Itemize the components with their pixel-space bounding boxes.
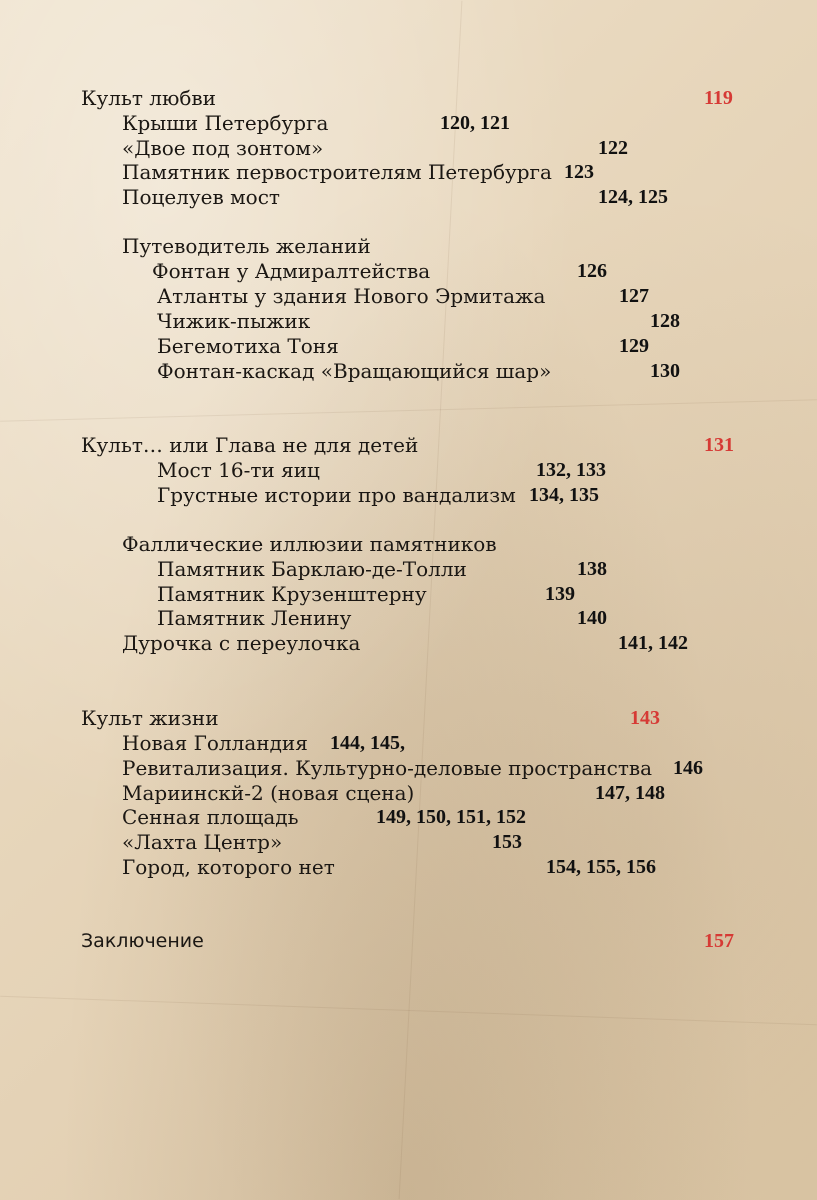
toc-entry-pages: 153 <box>492 831 522 853</box>
toc-entry-title: Бегемотиха Тоня <box>157 334 339 358</box>
toc-entry-title: «Двое под зонтом» <box>122 136 324 160</box>
toc-entry-title: Фонтан-каскад «Вращающийся шар» <box>157 359 552 383</box>
toc-entry-title: Сенная площадь <box>122 805 299 829</box>
section-title: Культ любви <box>81 86 217 110</box>
toc-entry-title: Памятник Ленину <box>157 606 352 630</box>
toc-entry-pages: 126 <box>577 260 607 282</box>
toc-entry-title: «Лахта Центр» <box>122 830 283 854</box>
toc-entry-pages: 130 <box>650 360 680 382</box>
toc-entry-title: Крыши Петербурга <box>122 111 329 135</box>
toc-entry-pages: 122 <box>598 137 628 159</box>
toc-entry-pages: 144, 145, <box>330 732 405 754</box>
toc-entry-pages: 120, 121 <box>440 112 510 134</box>
toc-entry-title: Мариинскй-2 (новая сцена) <box>122 781 415 805</box>
toc-entry-title: Поцелуев мост <box>122 185 280 209</box>
toc-entry-title: Атланты у здания Нового Эрмитажа <box>157 284 546 308</box>
toc-entry-title: Памятник Барклаю-де-Толли <box>157 557 467 581</box>
toc-entry-pages: 154, 155, 156 <box>546 856 656 878</box>
toc-entry-title: Дурочка с переулочка <box>122 631 361 655</box>
toc-entry-title: Памятник первостроителям Петербурга <box>122 160 552 184</box>
section-page-number: 119 <box>704 87 733 109</box>
toc-entry-pages: 128 <box>650 310 680 332</box>
toc-entry-pages: 149, 150, 151, 152 <box>376 806 526 828</box>
conclusion-title: Заключение <box>81 930 204 952</box>
toc-entry-title: Памятник Крузенштерну <box>157 582 427 606</box>
toc-entry-title: Новая Голландия <box>122 731 308 755</box>
section-page-number: 131 <box>704 434 734 456</box>
toc-entry-pages: 138 <box>577 558 607 580</box>
subgroup-title: Фаллические иллюзии памятников <box>122 532 497 556</box>
toc-entry-title: Ревитализация. Культурно-деловые пространства <box>122 756 653 780</box>
section-title: Культ… или Глава не для детей <box>81 433 419 457</box>
subgroup-title: Путеводитель желаний <box>122 234 371 258</box>
toc-entry-pages: 124, 125 <box>598 186 668 208</box>
toc-entry-title: Чижик-пыжик <box>157 309 311 333</box>
conclusion-page-number: 157 <box>704 930 734 952</box>
section-page-number: 143 <box>630 707 660 729</box>
toc-entry-pages: 147, 148 <box>595 782 665 804</box>
toc-entry-title: Мост 16-ти яиц <box>157 458 320 482</box>
toc-entry-pages: 134, 135 <box>529 484 599 506</box>
toc-entry-pages: 129 <box>619 335 649 357</box>
toc-entry-pages: 123 <box>564 161 594 183</box>
toc-entry-title: Грустные истории про вандализм <box>157 483 516 507</box>
toc-entry-pages: 146 <box>673 757 703 779</box>
toc-entry-title: Фонтан у Адмиралтейства <box>152 259 431 283</box>
toc-entry-pages: 141, 142 <box>618 632 688 654</box>
toc-entry-pages: 132, 133 <box>536 459 606 481</box>
toc-entry-pages: 127 <box>619 285 649 307</box>
toc-entry-title: Город, которого нет <box>122 855 335 879</box>
toc-entry-pages: 139 <box>545 583 575 605</box>
section-title: Культ жизни <box>81 706 219 730</box>
toc-entry-pages: 140 <box>577 607 607 629</box>
